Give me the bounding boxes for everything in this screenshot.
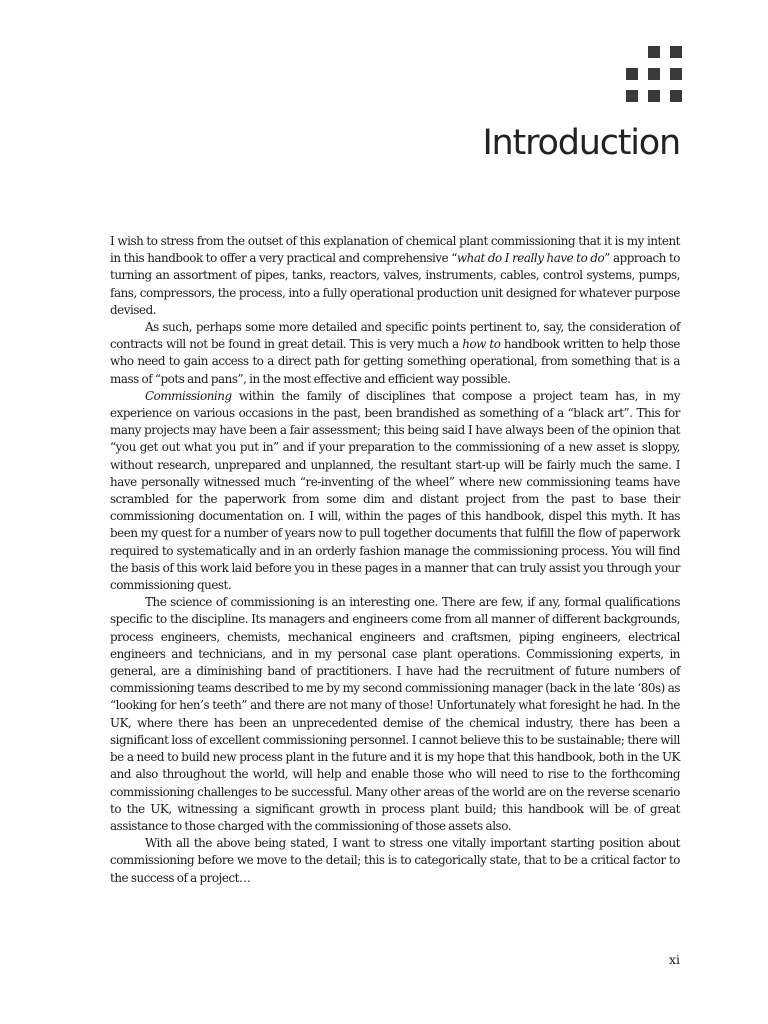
chapter-title: Introduction [482,123,680,163]
italic-run: what do I really have to do [456,251,605,266]
text-run: As such, perhaps some more detailed and specific points pertinent to, say, the consideration of contracts will not be found in great detail. This is very much a [110,320,680,352]
text-run: handbook written to help those who need to gain access to a direct path for getting something operational, from something that is a mass of “pots and pans”, in the most effective and efficient way possible. [110,337,680,386]
italic-run: how to [462,337,501,352]
text-run: I wish to stress from the outset of this explanation of chemical plant commissioning that it is my intent in this handbook to offer a very practical and comprehensive “ [110,234,680,266]
paragraph [110,233,680,319]
italic-run: Commissioning [145,388,232,403]
ornament-square [626,68,638,80]
ornament-square [626,90,638,102]
ornament-square [648,90,660,102]
ornament-square [670,46,682,58]
ornament-square [648,68,660,80]
text-run: ” approach to turning an assortment of pipes, tanks, reactors, valves, instruments, cables, control systems, pumps, fans, compressors, the process, into a fully operational production unit designed for whatever purpose devised. [110,251,680,317]
text-run: The science of commissioning is an interesting one. There are few, if any, formal qualifications specific to the discipline. Its managers and engineers come from all manner of different backgrounds, process engineers, chemists, mechanical engineers and craftsmen, piping engineers, electrical engineers and technicians, and in my personal case plant operations. Commissioning experts, in general, are a diminishing band of practitioners. I have had the recruitment of future numbers of commissioning teams described to me by my second commissioning manager (back in the late ‘80s) as “looking for hen’s teeth” and there are not many of those! Unfortunately what foresight he had. In the UK, where there has been an unprecedented demise of the chemical industry, there has been a significant loss of excellent commissioning personnel. I cannot believe this to be sustainable; there will be a need to build new process plant in the future and it is my hope that this handbook, both in the UK and also throughout the world, will help and enable those who will need to rise to the forthcoming commissioning challenges to be successful. Many other areas of the world are on the reverse scenario to the UK, witnessing a significant growth in process plant build; this handbook will be of great assistance to those charged with the commissioning of those assets also. [110,595,680,833]
paragraph [110,388,680,594]
paragraph [110,319,680,388]
text-run: within the family of disciplines that compose a project team has, in my experience on various occasions in the past, been brandished as something of a “black art”. This for many projects may have been a fair assessment; this being said I have always been of the opinion that “you get out what you put in” and if your preparation to the commissioning of a new asset is sloppy, without research, unprepared and unplanned, the resultant start-up will be fairly much the same. I have personally witnessed much “re-inventing of the wheel” where new commissioning teams have scrambled for the paperwork from some dim and distant project from the past to base their commissioning documentation on. I will, within the pages of this handbook, dispel this myth. It has been my quest for a number of years now to pull together documents that fulfill the flow of paperwork required to systematically and in an orderly fashion manage the commissioning process. You will find the basis of this work laid before you in these pages in a manner that can truly assist you through your commissioning quest. [110,388,680,593]
ornament-square [670,68,682,80]
ornament-square [670,90,682,102]
paragraph [110,594,680,835]
chapter-ornament [626,46,682,104]
text-run: With all the above being stated, I want to stress one vitally important starting position about commissioning before we move to the detail; this is to categorically state, that to be a critical factor to the success of a project… [110,836,680,885]
page-number: xi [668,952,680,967]
paragraph [110,835,680,887]
ornament-square [648,46,660,58]
body-text [110,233,680,887]
